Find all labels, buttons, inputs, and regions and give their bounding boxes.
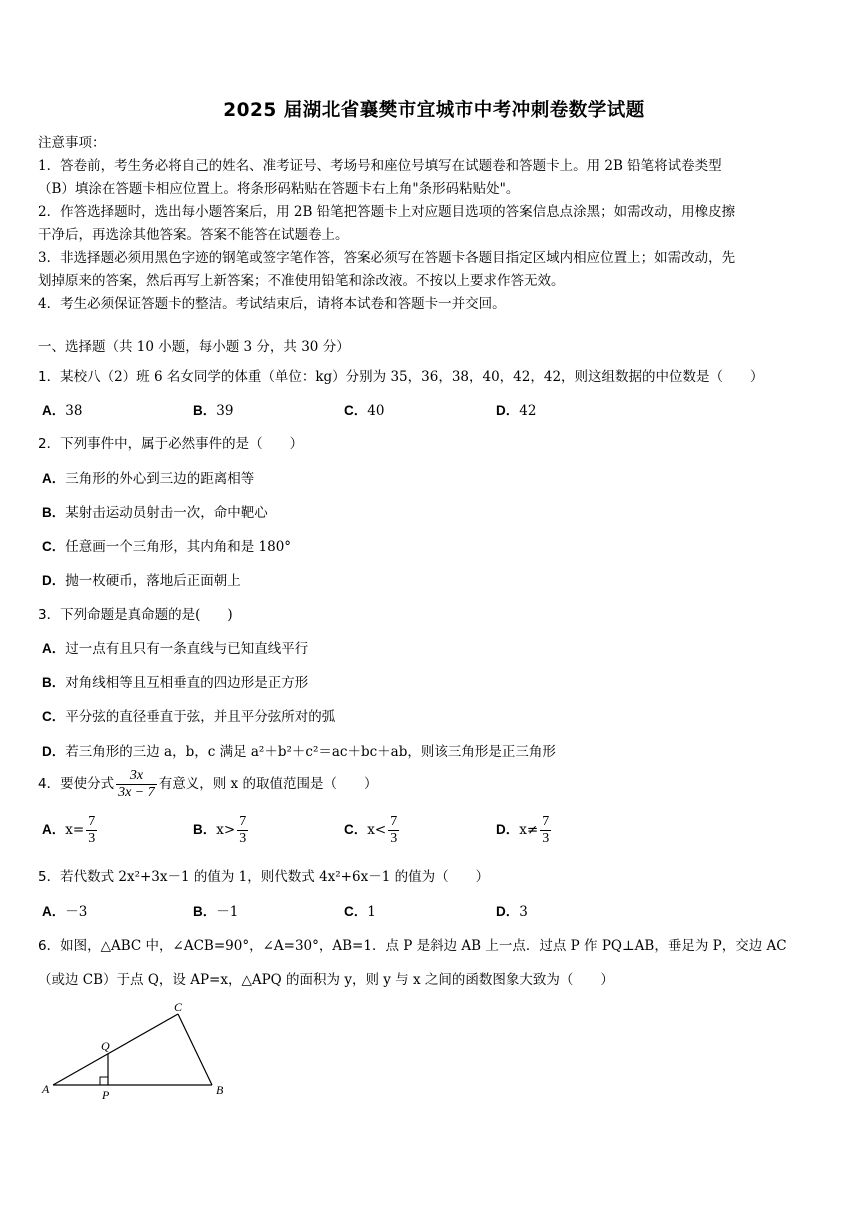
right-angle-mark: [100, 1077, 108, 1085]
label-p: P: [102, 1088, 110, 1102]
option-c[interactable]: C．1: [344, 904, 376, 920]
option-b[interactable]: B．x> $\frac{7}{3}$: [193, 814, 247, 846]
question-number: 3．: [38, 607, 61, 623]
question-4: 4．要使分式 $\frac{3x}{3x - 7}$ 有意义，则 x 的取值范围是（ ）: [38, 768, 378, 800]
triangle-figure: [40, 998, 240, 1102]
label-c: C: [174, 1000, 183, 1014]
option-a[interactable]: A．三角形的外心到三边的距离相等: [42, 471, 255, 487]
question-5: [38, 865, 489, 885]
label-a: A: [42, 1082, 50, 1096]
option-c[interactable]: C．x< $\frac{7}{3}$: [344, 814, 398, 846]
question-text: 若代数式 2x²+3x－1 的值为 1，则代数式 4x²+6x－1 的值为（ ）: [60, 869, 490, 885]
option-b[interactable]: B．－1: [193, 904, 239, 920]
question-text: 某校八（2）班 6 名女同学的体重（单位：kg）分别为 35，36，38，40，42，42，则这组数据的中位数是（ ）: [60, 369, 764, 385]
question-number: 2．: [38, 436, 61, 452]
label-b: B: [216, 1083, 224, 1097]
option-d[interactable]: D．42: [496, 403, 537, 419]
page-title: 2025 届湖北省襄樊市宜城市中考冲刺卷数学试题: [223, 100, 645, 121]
notice-line: 3．非选择题必须用黑色字迹的钢笔或签字笔作答，答案必须写在答题卡各题目指定区域内相应位置上；如需改动，先: [38, 250, 736, 266]
label-q: Q: [101, 1039, 110, 1053]
option-d[interactable]: D．若三角形的三边 a，b，c 满足 a²＋b²＋c²＝ac＋bc＋ab，则该三角形是正三角形: [42, 744, 556, 760]
option-d[interactable]: D．抛一枚硬币，落地后正面朝上: [42, 573, 241, 589]
notice-line: 干净后，再选涂其他答案。答案不能答在试题卷上。: [38, 227, 349, 243]
fraction: $\frac{3x}{3x - 7}$: [118, 768, 155, 800]
question-number: 6．: [38, 938, 61, 954]
notice-line: （B）填涂在答题卡相应位置上。将条形码粘贴在答题卡右上角"条形码粘贴处"。: [38, 181, 520, 197]
notice-line: 4．考生必须保证答题卡的整洁。考试结束后，请将本试卷和答题卡一并交回。: [38, 296, 506, 312]
question-2: [38, 432, 303, 452]
notice-heading: 注意事项：: [38, 135, 106, 151]
option-d[interactable]: D．x≠ $\frac{7}{3}$: [496, 814, 550, 846]
question-1: [38, 365, 764, 385]
option-c[interactable]: C．任意画一个三角形，其内角和是 180°: [42, 539, 292, 555]
option-c[interactable]: C．40: [344, 403, 385, 419]
notice-line: 划掉原来的答案，然后再写上新答案；不准使用铅笔和涂改液。不按以上要求作答无效。: [38, 273, 565, 289]
option-a[interactable]: A．过一点有且只有一条直线与已知直线平行: [42, 641, 309, 657]
question-text: 下列事件中，属于必然事件的是（ ）: [60, 436, 304, 452]
option-b[interactable]: B．对角线相等且互相垂直的四边形是正方形: [42, 675, 309, 691]
question-3: [38, 603, 233, 623]
option-d[interactable]: D．3: [496, 904, 528, 920]
side-cb: [178, 1014, 212, 1085]
option-c[interactable]: C．平分弦的直径垂直于弦，并且平分弦所对的弧: [42, 709, 336, 725]
question-number: 4．: [38, 776, 61, 792]
question-text: 下列命题是真命题的是( ): [60, 607, 233, 623]
notice-line: 1．答卷前，考生务必将自己的姓名、准考证号、考场号和座位号填写在试题卷和答题卡上。用 2B 铅笔将试卷类型: [38, 158, 722, 174]
section-heading: 一、选择题（共 10 小题，每小题 3 分，共 30 分）: [38, 339, 350, 355]
question-6: [38, 934, 787, 954]
option-a[interactable]: A．－3: [42, 904, 88, 920]
notice-line: 2．作答选择题时，选出每小题答案后，用 2B 铅笔把答题卡上对应题目选项的答案信息点涂黑；如需改动，用橡皮擦: [38, 204, 736, 220]
question-text: 如图，△ABC 中，∠ACB=90°，∠A=30°，AB=1．点 P 是斜边 AB 上一点．过点 P 作 PQ⊥AB，垂足为 P，交边 AC: [60, 938, 787, 954]
option-a[interactable]: A．x= $\frac{7}{3}$: [42, 814, 96, 846]
question-6-continued: （或边 CB）于点 Q，设 AP=x，△APQ 的面积为 y，则 y 与 x 之间的函数图象大致为（ ）: [38, 972, 614, 988]
question-number: 5．: [38, 869, 61, 885]
option-a[interactable]: A．38: [42, 403, 83, 419]
side-ac: [53, 1014, 178, 1085]
option-b[interactable]: B．39: [193, 403, 234, 419]
question-number: 1．: [38, 369, 61, 385]
option-b[interactable]: B．某射击运动员射击一次，命中靶心: [42, 505, 268, 521]
